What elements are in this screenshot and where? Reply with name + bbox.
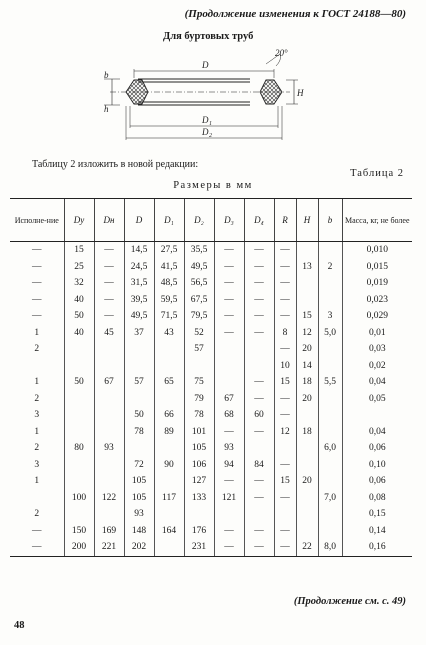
table-cell: — — [244, 259, 274, 276]
table-cell: 150 — [64, 523, 94, 540]
table-row — [10, 391, 412, 408]
table-cell: 20 — [296, 473, 318, 490]
column-header: H — [296, 199, 318, 242]
table-cell — [318, 424, 342, 441]
column-header: D — [124, 199, 154, 242]
table-cell: 0,01 — [342, 325, 412, 342]
table-cell: 169 — [94, 523, 124, 540]
table-row — [10, 374, 412, 391]
table-cell: 27,5 — [154, 242, 184, 259]
table-cell — [318, 457, 342, 474]
table-cell: — — [244, 374, 274, 391]
column-header: D₁ — [154, 199, 184, 242]
table-cell: — — [244, 490, 274, 507]
table-cell: 0,10 — [342, 457, 412, 474]
table-cell: 60 — [244, 407, 274, 424]
table-cell: 25 — [64, 259, 94, 276]
table-cell: — — [214, 539, 244, 556]
table-cell: — — [274, 259, 296, 276]
table-cell — [10, 490, 64, 507]
table-cell: 12 — [296, 325, 318, 342]
table-cell: 2 — [34, 393, 40, 404]
table-cell — [154, 473, 184, 490]
dim-label-D: D — [202, 60, 209, 70]
table-row — [10, 457, 412, 474]
table-cell: — — [244, 391, 274, 408]
table-cell: — — [214, 259, 244, 276]
table-cell: 0,04 — [342, 424, 412, 441]
table-cell: 3 — [34, 459, 40, 470]
table-cell: 78 — [124, 424, 154, 441]
table-cell: 90 — [154, 457, 184, 474]
table-cell: 8,0 — [318, 539, 342, 556]
table-caption: Размеры в мм — [173, 180, 253, 191]
instruction-text: Таблицу 2 изложить в новой редакции: — [32, 159, 199, 170]
table-cell: 20 — [296, 391, 318, 408]
table-row — [10, 539, 412, 556]
table-cell — [318, 341, 342, 358]
table-cell: 2 — [318, 259, 342, 276]
table-cell — [318, 473, 342, 490]
table-cell: — — [244, 523, 274, 540]
table-cell — [124, 440, 154, 457]
table-cell: — — [214, 242, 244, 259]
table-row — [10, 275, 412, 292]
table-row — [10, 259, 412, 276]
table-row — [10, 424, 412, 441]
table-cell: 105 — [124, 473, 154, 490]
table-cell: — — [274, 275, 296, 292]
table-cell: 79 — [184, 391, 214, 408]
table-cell: 43 — [154, 325, 184, 342]
table-cell: 0,019 — [342, 275, 412, 292]
dim-label-angle: 20° — [275, 48, 288, 58]
table-cell: — — [214, 275, 244, 292]
table-cell: — — [214, 473, 244, 490]
dimensions-table — [10, 198, 412, 557]
column-header: Dу — [64, 199, 94, 242]
table-cell: 127 — [184, 473, 214, 490]
dim-label-H: H — [297, 88, 304, 98]
table-cell — [318, 275, 342, 292]
table-cell: 221 — [94, 539, 124, 556]
table-cell — [64, 457, 94, 474]
table-cell — [244, 506, 274, 523]
table-cell — [244, 358, 274, 375]
table-cell: — — [274, 308, 296, 325]
table-cell: 41,5 — [154, 259, 184, 276]
flange-drawing — [90, 44, 310, 152]
table-cell: 101 — [184, 424, 214, 441]
table-cell: 93 — [214, 440, 244, 457]
table-cell — [274, 440, 296, 457]
table-cell: — — [32, 525, 42, 536]
table-cell: 0,06 — [342, 473, 412, 490]
table-cell: 0,029 — [342, 308, 412, 325]
table-cell: — — [32, 278, 42, 289]
table-cell — [10, 358, 64, 375]
table-cell: 15 — [274, 473, 296, 490]
table-row — [10, 407, 412, 424]
table-cell: 5,5 — [318, 374, 342, 391]
table-cell: 52 — [184, 325, 214, 342]
table-cell: — — [94, 292, 124, 309]
table-cell: 121 — [214, 490, 244, 507]
table-cell: 14,5 — [124, 242, 154, 259]
table-cell — [296, 440, 318, 457]
table-cell: 231 — [184, 539, 214, 556]
table-cell: 1 — [34, 377, 40, 388]
table-header-row — [10, 199, 412, 242]
table-cell: — — [32, 245, 42, 256]
table-cell — [154, 506, 184, 523]
table-cell: 68 — [214, 407, 244, 424]
table-cell: 122 — [94, 490, 124, 507]
table-cell — [214, 341, 244, 358]
table-cell: 13 — [296, 259, 318, 276]
table-cell — [94, 358, 124, 375]
table-cell: 15 — [274, 374, 296, 391]
table-row — [10, 325, 412, 342]
table-cell — [64, 473, 94, 490]
table-cell: — — [214, 308, 244, 325]
table-cell: 10 — [274, 358, 296, 375]
table-cell: 50 — [124, 407, 154, 424]
dim-label-h: h — [104, 104, 109, 114]
table-cell: 80 — [64, 440, 94, 457]
table-cell — [214, 358, 244, 375]
table-cell: 49,5 — [184, 259, 214, 276]
table-cell: — — [32, 261, 42, 272]
table-cell — [94, 457, 124, 474]
table-cell — [64, 391, 94, 408]
table-cell: 164 — [154, 523, 184, 540]
column-header: Масса, кг, не более — [342, 199, 412, 242]
table-cell: — — [32, 294, 42, 305]
table-row — [10, 523, 412, 540]
table-cell — [94, 473, 124, 490]
table-cell: 37 — [124, 325, 154, 342]
table-cell: 2 — [34, 443, 40, 454]
table-cell: — — [94, 259, 124, 276]
dim-label-b: b — [104, 70, 109, 80]
table-cell — [296, 275, 318, 292]
table-cell — [124, 358, 154, 375]
column-header: D₃ — [214, 199, 244, 242]
table-row — [10, 358, 412, 375]
column-header: b — [318, 199, 342, 242]
column-header: Dн — [94, 199, 124, 242]
table-cell: — — [274, 490, 296, 507]
table-cell: 0,03 — [342, 341, 412, 358]
table-cell: 94 — [214, 457, 244, 474]
table-cell — [94, 506, 124, 523]
table-cell: 18 — [296, 374, 318, 391]
table-cell: 59,5 — [154, 292, 184, 309]
table-cell: — — [94, 308, 124, 325]
table-cell: — — [274, 457, 296, 474]
table-cell — [94, 391, 124, 408]
table-cell: 57 — [184, 341, 214, 358]
table-cell: — — [214, 523, 244, 540]
table-cell — [274, 506, 296, 523]
table-cell: 0,08 — [342, 490, 412, 507]
table-cell — [318, 358, 342, 375]
table-cell: 18 — [296, 424, 318, 441]
dim-label-D2-sub: 2 — [209, 133, 212, 139]
table-cell: — — [274, 407, 296, 424]
table-cell: — — [274, 523, 296, 540]
table-cell: 176 — [184, 523, 214, 540]
table-cell: 66 — [154, 407, 184, 424]
table-cell — [296, 407, 318, 424]
table-cell — [154, 341, 184, 358]
table-cell: 0,06 — [342, 440, 412, 457]
table-cell: 12 — [274, 424, 296, 441]
dim-label-D2: D — [202, 127, 209, 137]
table-cell: 15 — [64, 242, 94, 259]
table-cell — [296, 523, 318, 540]
table-cell — [318, 391, 342, 408]
table-cell — [244, 341, 274, 358]
table-cell: — — [94, 242, 124, 259]
table-cell: 72 — [124, 457, 154, 474]
table-cell: — — [244, 424, 274, 441]
table-cell — [64, 358, 94, 375]
table-row — [10, 473, 412, 490]
table-cell — [296, 242, 318, 259]
table-cell: 0,04 — [342, 374, 412, 391]
table-cell: 1 — [34, 327, 40, 338]
table-cell: 24,5 — [124, 259, 154, 276]
table-cell: — — [214, 292, 244, 309]
page-number: 48 — [14, 620, 25, 631]
table-label: Таблица 2 — [350, 168, 404, 179]
section-subtitle: Для буртовых труб — [163, 31, 254, 42]
dim-label-D1-sub: 1 — [209, 121, 212, 127]
table-cell — [154, 358, 184, 375]
table-cell — [64, 407, 94, 424]
table-row — [10, 308, 412, 325]
table-cell: 105 — [184, 440, 214, 457]
table-cell: — — [274, 242, 296, 259]
table-cell: 32 — [64, 275, 94, 292]
column-header: Исполне-ние — [10, 199, 64, 242]
table-cell: 0,05 — [342, 391, 412, 408]
table-cell: 93 — [94, 440, 124, 457]
table-cell — [124, 341, 154, 358]
table-cell: 50 — [64, 374, 94, 391]
table-cell — [318, 242, 342, 259]
table-cell: 0,023 — [342, 292, 412, 309]
table-row — [10, 242, 412, 259]
table-cell: 6,0 — [318, 440, 342, 457]
table-cell: 71,5 — [154, 308, 184, 325]
table-cell: 200 — [64, 539, 94, 556]
table-cell — [154, 391, 184, 408]
table-cell: — — [10, 539, 64, 556]
table-cell: 39,5 — [124, 292, 154, 309]
table-cell: 105 — [124, 490, 154, 507]
table-cell: — — [214, 424, 244, 441]
table-cell: 49,5 — [124, 308, 154, 325]
table-cell — [64, 506, 94, 523]
table-cell: 106 — [184, 457, 214, 474]
table-cell: 89 — [154, 424, 184, 441]
table-cell: 2 — [34, 344, 40, 355]
table-cell: 7,0 — [318, 490, 342, 507]
table-cell: 22 — [296, 539, 318, 556]
table-cell — [244, 440, 274, 457]
table-cell — [318, 407, 342, 424]
table-cell: 67 — [94, 374, 124, 391]
continuation-note: (Продолжение см. с. 49) — [293, 596, 406, 607]
table-cell: 35,5 — [184, 242, 214, 259]
table-cell — [296, 457, 318, 474]
table-cell: 133 — [184, 490, 214, 507]
table-cell — [318, 506, 342, 523]
table-cell: 8 — [274, 325, 296, 342]
table-cell — [184, 506, 214, 523]
table-cell: 0,14 — [342, 523, 412, 540]
table-cell: 84 — [244, 457, 274, 474]
table-cell: 1 — [34, 476, 40, 487]
table-cell: — — [214, 325, 244, 342]
table-cell: 0,015 — [342, 259, 412, 276]
table-cell: 5,0 — [318, 325, 342, 342]
table-cell: 78 — [184, 407, 214, 424]
table-cell: 40 — [64, 325, 94, 342]
table-cell: 202 — [124, 539, 154, 556]
table-cell: 14 — [296, 358, 318, 375]
table-cell: 56,5 — [184, 275, 214, 292]
table-cell — [296, 292, 318, 309]
table-cell: 93 — [124, 506, 154, 523]
table-cell: — — [244, 325, 274, 342]
table-cell: 57 — [124, 374, 154, 391]
table-row — [10, 440, 412, 457]
table-cell — [94, 424, 124, 441]
table-cell — [214, 374, 244, 391]
table-cell: — — [244, 292, 274, 309]
table-cell: 40 — [64, 292, 94, 309]
table-cell — [64, 341, 94, 358]
table-cell — [154, 539, 184, 556]
table-cell: 31,5 — [124, 275, 154, 292]
table-cell: 2 — [34, 509, 40, 520]
table-cell: 45 — [94, 325, 124, 342]
table-cell: — — [274, 341, 296, 358]
table-cell: — — [244, 275, 274, 292]
table-cell: — — [244, 539, 274, 556]
table-cell — [154, 440, 184, 457]
table-cell: 117 — [154, 490, 184, 507]
table-cell — [296, 506, 318, 523]
table-cell: — — [274, 539, 296, 556]
column-header: R — [274, 199, 296, 242]
table-cell: 0,010 — [342, 242, 412, 259]
table-cell — [214, 506, 244, 523]
table-cell: — — [244, 473, 274, 490]
table-cell: 0,15 — [342, 506, 412, 523]
table-cell: 0,16 — [342, 539, 412, 556]
table-cell: 48,5 — [154, 275, 184, 292]
table-row — [10, 341, 412, 358]
table-cell — [342, 407, 412, 424]
column-header: D₂ — [184, 199, 214, 242]
column-header: D₄ — [244, 199, 274, 242]
table-cell — [124, 391, 154, 408]
table-cell: 15 — [296, 308, 318, 325]
table-row — [10, 292, 412, 309]
table-cell: — — [244, 242, 274, 259]
table-cell: 0,02 — [342, 358, 412, 375]
table-cell — [318, 292, 342, 309]
table-cell: 65 — [154, 374, 184, 391]
table-cell — [94, 341, 124, 358]
table-cell: 100 — [64, 490, 94, 507]
table-cell: — — [274, 391, 296, 408]
table-cell: 75 — [184, 374, 214, 391]
page-header: (Продолжение изменения к ГОСТ 24188—80) — [184, 8, 406, 20]
dim-label-D1: D — [202, 115, 209, 125]
table-cell: 148 — [124, 523, 154, 540]
table-cell: 50 — [64, 308, 94, 325]
table-cell: 3 — [318, 308, 342, 325]
table-cell — [318, 523, 342, 540]
table-cell — [64, 424, 94, 441]
table-cell: 79,5 — [184, 308, 214, 325]
table-row — [10, 506, 412, 523]
table-cell: 1 — [34, 426, 40, 437]
table-cell — [296, 490, 318, 507]
table-cell: 67,5 — [184, 292, 214, 309]
table-cell: 20 — [296, 341, 318, 358]
table-cell — [94, 407, 124, 424]
table-cell: 3 — [34, 410, 40, 421]
table-cell: — — [244, 308, 274, 325]
table-cell: — — [94, 275, 124, 292]
table-cell: — — [32, 311, 42, 322]
table-cell: 67 — [214, 391, 244, 408]
table-body — [10, 242, 412, 557]
table-row — [10, 490, 412, 507]
table-cell — [184, 358, 214, 375]
table-cell: — — [274, 292, 296, 309]
